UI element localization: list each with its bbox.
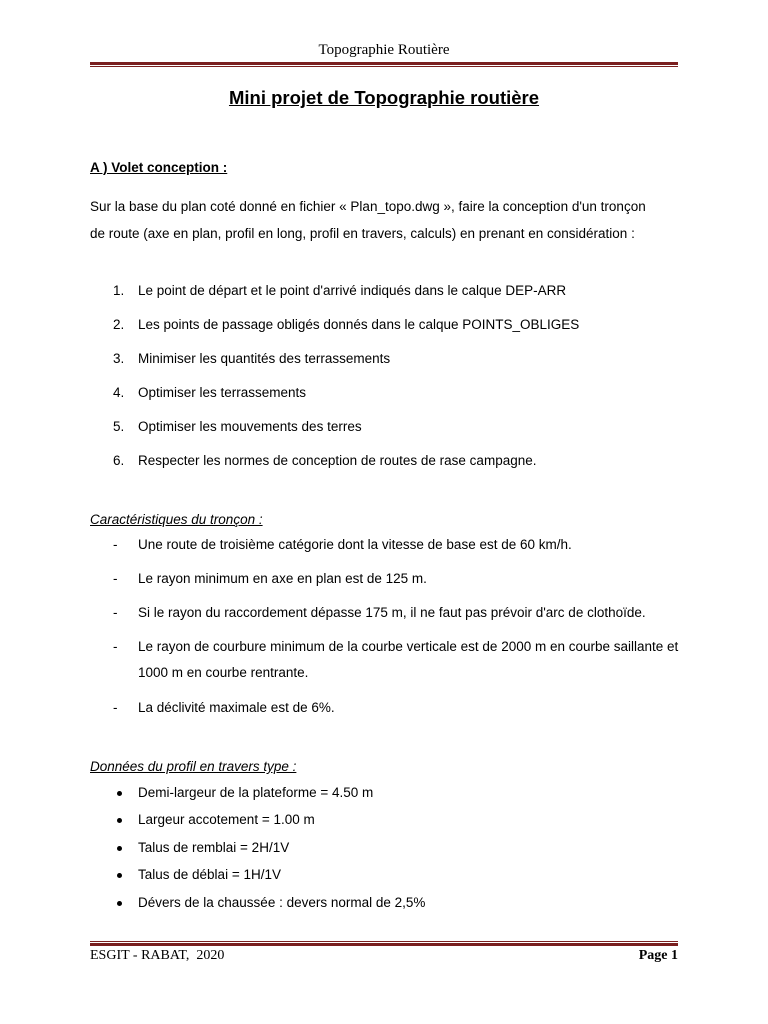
list-item-text: Talus de remblai = 2H/1V (138, 840, 290, 855)
running-header: Topographie Routière (318, 42, 450, 58)
bullet-icon (117, 791, 122, 796)
list-item-text: Demi-largeur de la plateforme = 4.50 m (138, 785, 374, 800)
caracteristiques-heading: Caractéristiques du tronçon : (90, 512, 263, 527)
section-a-heading: A ) Volet conception : (90, 160, 228, 175)
dash-marker: - (113, 639, 118, 654)
bullet-icon (117, 873, 122, 878)
list-item-text: Les points de passage obligés donnés dans le calque POINTS_OBLIGES (138, 317, 580, 332)
list-item-text: Respecter les normes de conception de routes de rase campagne. (138, 453, 537, 468)
list-item-text: Le rayon de courbure minimum de la courbe verticale est de 2000 m en courbe saillante et 1000 m en courbe rentrante. (138, 639, 679, 680)
list-number: 2. (113, 317, 125, 332)
dash-marker: - (113, 700, 118, 715)
header-rule (90, 62, 678, 67)
dash-marker: - (113, 571, 118, 586)
section-a-intro: Sur la base du plan coté donné en fichier « Plan_topo.dwg », faire la conception d'un tronçon de route (axe en plan, profil en long, profil en travers, calculs) en prenant en considération : (90, 199, 646, 241)
list-item-text: Talus de déblai = 1H/1V (138, 867, 281, 882)
list-item-text: Minimiser les quantités des terrassements (138, 351, 391, 366)
bullet-icon (117, 846, 122, 851)
list-number: 1. (113, 283, 125, 298)
list-item-text: Si le rayon du raccordement dépasse 175 m, il ne faut pas prévoir d'arc de clothoïde. (138, 605, 646, 620)
footer-rule (90, 941, 678, 946)
list-item-text: Optimiser les terrassements (138, 385, 307, 400)
bullet-icon (117, 901, 122, 906)
dash-marker: - (113, 605, 118, 620)
list-item-text: La déclivité maximale est de 6%. (138, 700, 335, 715)
bullet-icon (117, 818, 122, 823)
list-item-text: Dévers de la chaussée : devers normal de 2,5% (138, 895, 426, 910)
page-number: Page 1 (638, 948, 678, 963)
list-item-text: Optimiser les mouvements des terres (138, 419, 362, 434)
profil-heading: Données du profil en travers type : (90, 759, 297, 774)
list-number: 6. (113, 453, 125, 468)
dash-marker: - (113, 537, 118, 552)
list-item-text: Largeur accotement = 1.00 m (138, 812, 315, 827)
list-item-text: Le rayon minimum en axe en plan est de 125 m. (138, 571, 427, 586)
list-item-text: Le point de départ et le point d'arrivé indiqués dans le calque DEP-ARR (138, 283, 567, 298)
list-number: 5. (113, 419, 125, 434)
list-number: 4. (113, 385, 125, 400)
list-item-text: Une route de troisième catégorie dont la vitesse de base est de 60 km/h. (138, 537, 572, 552)
list-number: 3. (113, 351, 125, 366)
footer-institution: ESGIT - RABAT, 2020 (90, 948, 225, 963)
page-title: Mini projet de Topographie routière (228, 87, 540, 108)
